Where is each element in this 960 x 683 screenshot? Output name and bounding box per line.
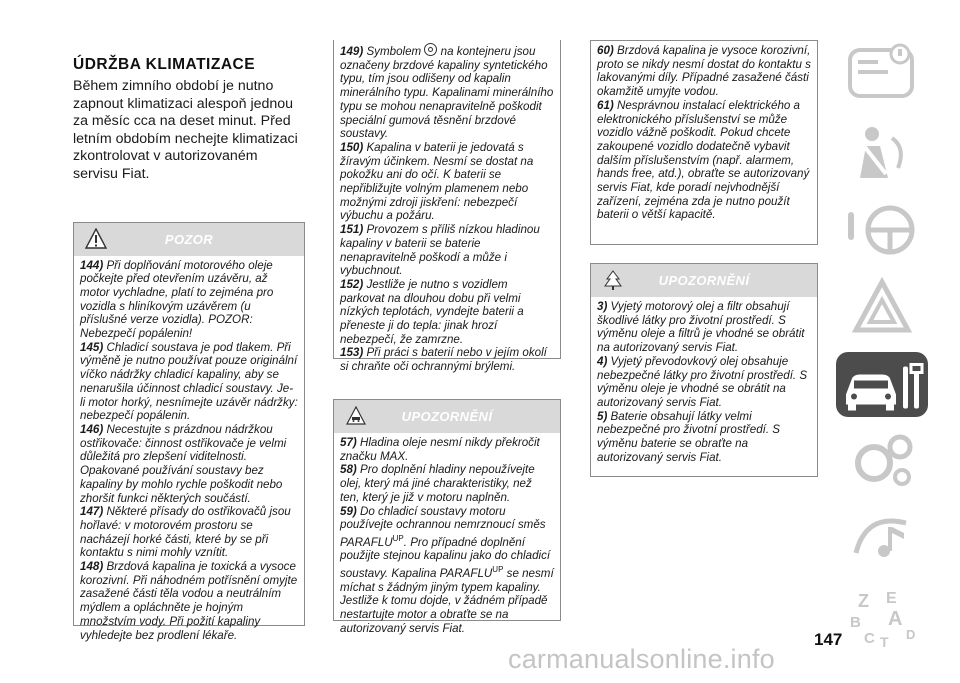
- upozorneni-box-body: [591, 297, 817, 470]
- synthetic-brake-fluid-symbol-icon: [424, 43, 437, 56]
- nav-emergency[interactable]: [836, 274, 928, 344]
- upozorneni-box-2: [590, 263, 818, 477]
- upozorneni-continued-body: [591, 41, 817, 228]
- warning-number: 151): [340, 223, 364, 237]
- warning-number: 148): [80, 560, 104, 574]
- pozor-box-header: [74, 223, 304, 256]
- notice-number: 60): [597, 44, 614, 57]
- intro-paragraph: Během zimního období je nutno zapnout klimatizaci alespoň jednou za měsíc cca na deset minut. Před letním obdobím nechejte klimatizaci zkontrolovat v autorizovaném servisu Fiat.: [73, 78, 298, 182]
- notice-number: 58): [340, 463, 357, 477]
- chapter-sidebar: [836, 40, 928, 659]
- index-letter: D: [906, 627, 916, 642]
- warning-text: Kapalina v baterii je jedovatá s žíravým účinkem. Nesmí se dostat na pokožku ani do očí. K baterii se nepřibližujte volným plamenem nebo možnými zdroji jiskření: nebezpečí výbuchu a požáru.: [340, 140, 534, 223]
- index-letter: Z: [858, 591, 869, 611]
- index-letter: B: [850, 614, 861, 631]
- nav-technical-data[interactable]: [836, 425, 928, 495]
- pozor-warning-box: [73, 222, 305, 642]
- upozorneni-box-1: [333, 399, 561, 635]
- upozorneni-box-title: UPOZORNĚNÍ: [658, 273, 750, 288]
- warning-text: na kontejneru jsou označeny brzdové kapaliny syntetického typu, tím jsou odlišeny od kapalin minerálního typu. Kapalinami minerálního typu se mohou nenapravitelně poškodit speciální gumová těsnění brzdové soustavy.: [340, 45, 554, 141]
- warning-text: Necestujte s prázdnou nádržkou ostřikovače: činnost ostřikovače je velmi důležitá pro zlepšení viditelnosti. Opakované používání soustavy bez kapaliny by mohlo rychle poškodit nebo zhoršit funkci některých součástí.: [80, 423, 287, 505]
- warning-paragraph: [80, 341, 298, 423]
- notice-paragraph: [340, 505, 554, 636]
- warning-paragraph: [80, 505, 298, 560]
- warning-paragraph: [340, 141, 554, 223]
- car-wrench-icon: [836, 352, 928, 422]
- notice-paragraph: [340, 463, 554, 504]
- notice-text: Brzdová kapalina je vysoce korozivní, proto se nikdy nesmí dostat do kontaktu s lakovanými díly. Případné zasažené části okamžitě umyjte vodou.: [597, 44, 811, 99]
- notice-paragraph: [597, 44, 811, 99]
- notice-paragraph: [597, 99, 811, 222]
- pozor-continued-body: [334, 40, 560, 380]
- warning-paragraph: [340, 223, 554, 278]
- pozor-box-title: POZOR: [164, 231, 214, 247]
- warning-text: Chladicí soustava je pod tlakem. Při výměně je nutno používat pouze originální víčko nádržky chladicí kapaliny, aby se nenarušila účinnost chladicí soustavy. Je-li motor horký, nesnímejte uzávěr nádržky: nebezpečí popálenin.: [80, 340, 298, 423]
- watermark: carmanualsonline.info: [508, 644, 775, 674]
- notice-text: Nesprávnou instalací elektrického a elektronického příslušenství se může vozidlo vážně poškodit. Pokud chcete zakoupené vozidlo dodatečně vybavit dalším příslušenstvím (např. alarmem, hands free, atd.), obraťte se autorizovaný servis Fiat, kde poradí nejvhodnější zařízení, zejména zda je nutno použít baterii o větší kapacitě.: [597, 98, 810, 222]
- notice-number: 5): [597, 409, 608, 423]
- notice-text: Vyjetý převodovkový olej obsahuje nebezpečné látky pro životní prostředí. S výměnu oleje je vhodné se obrátit na autorizovaný servis Fiat.: [597, 354, 808, 409]
- notice-paragraph: [340, 436, 554, 463]
- notice-number: 4): [597, 354, 608, 368]
- warning-light-icon: [836, 274, 928, 344]
- warning-paragraph: [80, 560, 298, 642]
- music-note-icon: [836, 503, 928, 573]
- upozorneni-box-header: [591, 264, 817, 297]
- notice-text: Do chladicí soustavy motoru používejte ochrannou nemrznoucí směs PARAFLU: [340, 504, 546, 549]
- pozor-box-body: [74, 256, 304, 649]
- notice-text: Pro doplnění hladiny nepoužívejte olej, který má jiné charakteristiky, než ten, který je již v motoru naplněn.: [340, 463, 535, 504]
- index-letter: E: [886, 590, 897, 607]
- warning-number: 147): [80, 505, 104, 519]
- warning-text: Při doplňování motorového oleje počkejte před otevřením uzávěru, až motor vychladne, platí to zejména pro vozidla s hliníkovým uzávěrem (u příslušné verze vozidla). POZOR: Nebezpečí popálenin!: [80, 258, 274, 341]
- upozorneni-box-body: [334, 433, 560, 642]
- alphabetical-index-icon: [836, 581, 928, 651]
- seatbelt-safety-icon: [836, 118, 928, 188]
- warning-number: 145): [80, 340, 104, 354]
- warning-paragraph: [80, 259, 298, 341]
- notice-number: 59): [340, 504, 357, 518]
- gears-icon: [836, 425, 928, 495]
- nav-multimedia[interactable]: [836, 503, 928, 573]
- warning-text: Symbolem: [363, 45, 425, 58]
- warning-number: 144): [80, 258, 104, 272]
- warning-text: Jestliže je nutno s vozidlem parkovat na dlouhou dobu při velmi nízkých teplotách, vyndejte baterii a přeneste ji do tepla: jinak hrozí nebezpečí, že zamrzne.: [340, 277, 524, 346]
- notice-text: . Pro případné doplnění použijte stejnou kapalinu jako do chladicí soustavy. Kapalina PARAFLU: [340, 535, 551, 581]
- section-heading: ÚDRŽBA KLIMATIZACE: [73, 56, 256, 73]
- notice-text: Vyjetý motorový olej a filtr obsahují škodlivé látky pro životní prostředí. S výměnu oleje a filtrů je vhodné se obrátit na autorizovaný servis Fiat.: [597, 300, 805, 355]
- warning-number: 152): [340, 277, 364, 291]
- warning-paragraph: [340, 346, 554, 373]
- steering-wheel-icon: [836, 196, 928, 266]
- upozorneni-box-title: UPOZORNĚNÍ: [401, 409, 493, 424]
- dashboard-info-icon: [836, 40, 928, 110]
- page-number: 147: [814, 630, 843, 649]
- nav-safety[interactable]: [836, 118, 928, 188]
- column-1: [73, 40, 305, 642]
- column-2: [333, 40, 561, 635]
- index-letter: C: [864, 630, 875, 647]
- notice-paragraph: [597, 410, 811, 465]
- nav-maintenance-active[interactable]: [836, 352, 928, 417]
- nav-driving[interactable]: [836, 196, 928, 266]
- warning-text: Při práci s baterií nebo v jejím okolí si chraňte oči ochrannými brýlemi.: [340, 346, 547, 374]
- warning-text: Některé přísady do ostřikovačů jsou hořlavé: v motorovém prostoru se nacházejí horké části, které by se při kontaktu s nimi mohly vznítit.: [80, 505, 291, 560]
- notice-paragraph: [597, 300, 811, 355]
- upozorneni-box-continued: [590, 40, 818, 245]
- warning-paragraph: [340, 278, 554, 347]
- notice-number: 57): [340, 436, 357, 449]
- superscript: UP: [392, 533, 404, 543]
- pozor-box-continued: [333, 40, 561, 374]
- warning-number: 150): [340, 140, 364, 154]
- notice-number: 3): [597, 300, 608, 313]
- warning-paragraph: [80, 423, 298, 505]
- warning-text: Provozem s příliš nízkou hladinou kapaliny v baterii se baterie nenapravitelně poškodí a může i vybuchnout.: [340, 223, 540, 278]
- nav-dashboard-info[interactable]: [836, 40, 928, 110]
- column-3: [590, 40, 818, 477]
- index-letter: T: [880, 634, 889, 650]
- upozorneni-box-header: [334, 400, 560, 433]
- superscript: UP: [492, 565, 504, 575]
- notice-text: Hladina oleje nesmí nikdy překročit značku MAX.: [340, 436, 540, 463]
- index-letter: A: [888, 608, 903, 630]
- warning-text: Brzdová kapalina je toxická a vysoce korozivní. Při náhodném potřísnění omyjte zasažené části těla vodou a neutrálním mýdlem a opláchněte je hojným množstvím vody. Při požití kapaliny vyhledejte bez prodlení lékaře.: [80, 560, 298, 642]
- warning-paragraph: [340, 43, 554, 141]
- warning-number: 146): [80, 423, 104, 436]
- notice-text: Baterie obsahují látky velmi nebezpečné pro životní prostředí. S výměnu baterie se obraťte na autorizovaný servis Fiat.: [597, 409, 781, 464]
- warning-number: 153): [340, 346, 364, 360]
- notice-paragraph: [597, 355, 811, 410]
- nav-index[interactable]: [836, 581, 928, 651]
- warning-number: 149): [340, 45, 364, 58]
- notice-number: 61): [597, 98, 614, 112]
- notice-text: se nesmí míchat s žádným jiným typem kapaliny. Jestliže k tomu dojde, v žádném případě nestartujte motor a obraťte se na autorizovaný servis Fiat.: [340, 567, 554, 635]
